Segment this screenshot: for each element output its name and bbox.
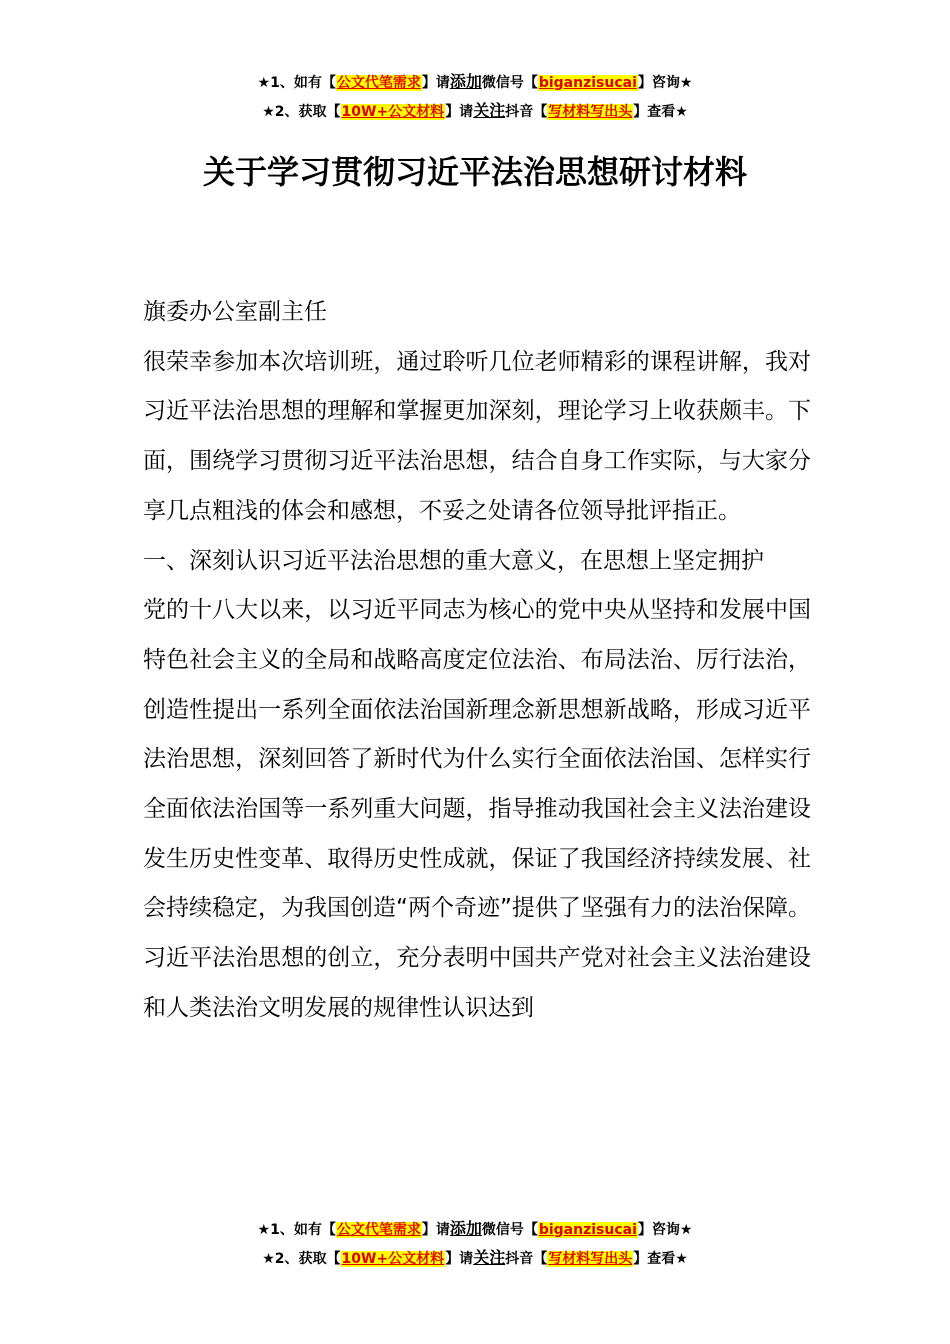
promo-text: 】请	[445, 1251, 474, 1267]
promo-text: 微信号【	[481, 1222, 538, 1238]
promo-text: ★1、如有【	[257, 75, 336, 91]
promo-text: 】请	[421, 1222, 450, 1238]
promo-text: ★2、获取【	[262, 1251, 341, 1267]
promo-text: 抖音【	[505, 104, 548, 120]
promo-emphasis: 添加	[449, 72, 482, 91]
promo-line-2	[0, 97, 950, 126]
promo-text: 】请	[445, 104, 474, 120]
promo-text: 】请	[421, 75, 450, 91]
douyin-id-highlight: 写材料写出头	[548, 104, 633, 120]
promo-text: 】查看★	[633, 1251, 688, 1267]
douyin-id-highlight: 写材料写出头	[548, 1251, 633, 1267]
promo-highlight: 10W+公文材料	[341, 1251, 445, 1267]
wechat-id-highlight: biganzisucai	[538, 1222, 637, 1238]
promo-highlight: 公文代笔需求	[336, 1222, 421, 1238]
promo-text: 抖音【	[505, 1251, 548, 1267]
promo-highlight: 公文代笔需求	[336, 75, 421, 91]
promo-text: ★2、获取【	[262, 104, 341, 120]
promo-text: 】查看★	[633, 104, 688, 120]
promo-text: 】咨询★	[637, 1222, 693, 1238]
promo-emphasis: 添加	[449, 1219, 482, 1238]
intro-paragraph: 很荣幸参加本次培训班，通过聆听几位老师精彩的课程讲解，我对习近平法治思想的理解和掌握更加深刻，理论学习上收获颇丰。下面，围绕学习贯彻习近平法治思想，结合自身工作实际，与大家分享几点粗浅的体会和感想，不妥之处请各位领导批评指正。	[143, 348, 811, 524]
promo-text: 】咨询★	[637, 75, 693, 91]
document-body	[143, 288, 811, 1034]
promo-emphasis: 关注	[473, 101, 506, 120]
section-heading: 一、深刻认识习近平法治思想的重大意义，在思想上坚定拥护	[143, 547, 764, 574]
promo-text: ★1、如有【	[257, 1222, 336, 1238]
promo-line-1	[0, 68, 950, 97]
document-title: 关于学习贯彻习近平法治思想研讨材料	[202, 153, 747, 191]
promo-line-1	[0, 1215, 950, 1244]
body-paragraph: 党的十八大以来，以习近平同志为核心的党中央从坚持和发展中国特色社会主义的全局和战略高度定位法治、布局法治、厉行法治，创造性提出一系列全面依法治国新理念新思想新战略，形成习近平法治思想，深刻回答了新时代为什么实行全面依法治国、怎样实行全面依法治国等一系列重大问题，指导推动我国社会主义法治建设发生历史性变革、取得历史性成就，保证了我国经济持续发展、社会持续稳定，为我国创造“两个奇迹”提供了坚强有力的法治保障。习近平法治思想的创立，充分表明中国共产党对社会主义法治建设和人类法治文明发展的规律性认识达到	[143, 597, 811, 1021]
promo-text: 微信号【	[481, 75, 538, 91]
header-promo	[0, 68, 950, 126]
promo-line-2	[0, 1244, 950, 1273]
promo-emphasis: 关注	[473, 1248, 506, 1267]
author-line: 旗委办公室副主任	[143, 299, 327, 325]
promo-highlight: 10W+公文材料	[341, 104, 445, 120]
wechat-id-highlight: biganzisucai	[538, 75, 637, 91]
footer-promo	[0, 1215, 950, 1273]
